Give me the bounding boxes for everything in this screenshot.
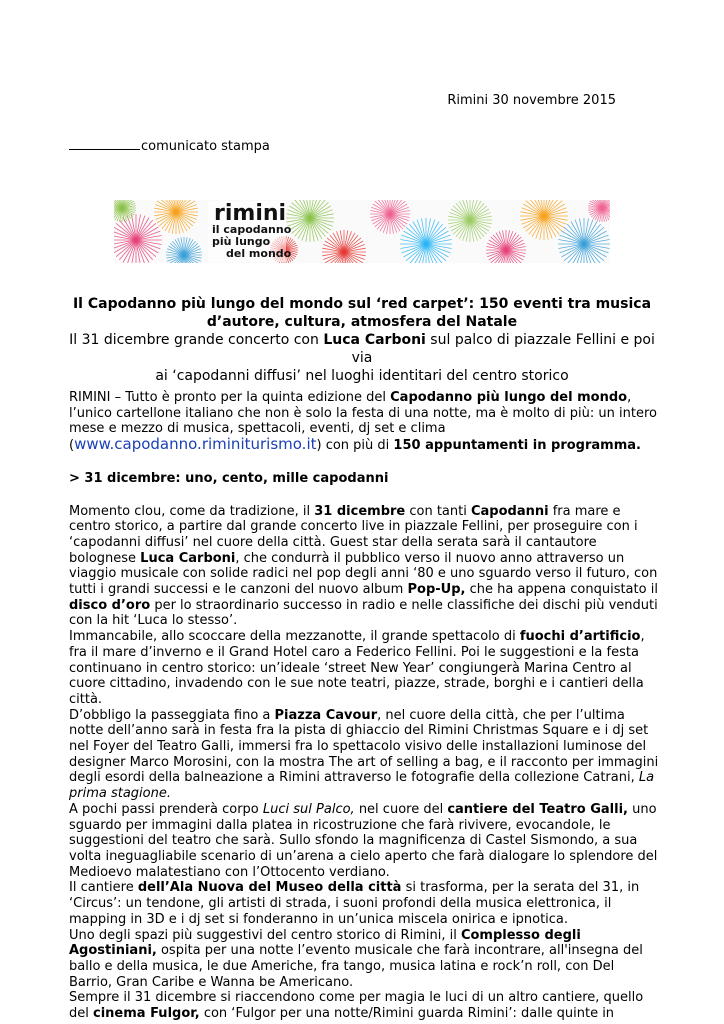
press-date: Rimini 30 novembre 2015: [447, 93, 616, 108]
press-release-label: comunicato stampa: [69, 138, 270, 154]
paragraph-1: Momento clou, come da tradizione, il 31 dicembre con tanti Capodanni fra mare e centro storico, a partire dal grande concerto live in piazzale Fellini, per proseguire con i ‘capodanni diffusi’ nel cuore della città. Guest star della serata sarà il cantautore bolognese Luca Carboni, che condurrà il pubblico verso il nuovo anno attraverso un viaggio musicale con solide radici nel pop degli anni ‘80 e uno sguardo verso il futuro, con tutti i grandi successi e le canzoni del nuovo album Pop-Up, che ha appena conquistato il disco d’oro per lo straordinario successo in radio e nelle classifiche dei dischi più venduti con la hit ‘Luca lo stesso’.: [69, 503, 658, 629]
event-banner: [114, 200, 610, 263]
paragraph-4: A pochi passi prenderà corpo Luci sul Palco, nel cuore del cantiere del Teatro Galli, uno sguardo per immagini dalla platea in ricostruzione che farà rivivere, evocandole, le suggestioni del teatro che sarà. Sullo sfondo la magnificenza di Castel Sismondo, a sua volta ineguagliabile scenario di un’arena a cielo aperto che farà dialogare lo splendore del Medioevo malatestiano con l’Ottocento verdiano.: [69, 801, 658, 880]
headline-title-2: d’autore, cultura, atmosfera del Natale: [206, 314, 518, 330]
headline-title-1: Il Capodanno più lungo del mondo sul ‘red carpet’: 150 eventi tra musica: [72, 296, 652, 312]
paragraph-2: Immancabile, allo scoccare della mezzanotte, il grande spettacolo di fuochi d’artificio, fra il mare d’inverno e il Grand Hotel caro a Federico Fellini. Poi le suggestioni e la festa continuano in centro storico: un’ideale ‘street New Year’ congiungerà Marina Centro al cuore cittadino, invadendo con le sue note teatri, piazze, strade, borghi e i cantieri della città.: [69, 629, 645, 707]
article-body: [69, 390, 659, 1022]
banner-line-1: il capodanno: [212, 223, 292, 236]
paragraph-7: Sempre il 31 dicembre si riaccendono come per magia le luci di un altro cantiere, quello del cinema Fulgor, con ‘Fulgor per una notte/Rimini guarda Rimini’: dalle quinte in: [69, 990, 644, 1022]
banner-line-3: del mondo: [226, 247, 292, 260]
headline-block: [60, 295, 664, 385]
banner-line-2: più lungo: [212, 235, 271, 248]
section-title: > 31 dicembre: uno, cento, mille capodanni: [69, 470, 389, 486]
paragraph-6: Uno degli spazi più suggestivi del centro storico di Rimini, il Complesso degli Agostiniani, ospita per una notte l’evento musicale che farà incontrare, all'insegna del ballo e della musica, le due Americhe, fra tango, musica latina e rock’n roll, con Del Barrio, Gran Caribe e Wanna be Americano.: [69, 927, 643, 990]
banner-title: rimini: [214, 201, 287, 226]
paragraph-5: Il cantiere dell’Ala Nuova del Museo della città si trasforma, per la serata del 31, in ‘Circus’: un tendone, gli artisti di strada, i suoni profondi della musica elettronica, il mapping in 3D e i dj set si fonderanno in un’unica miscela onirica e ipnotica.: [69, 880, 640, 927]
website-link[interactable]: www.capodanno.riminiturismo.it: [74, 435, 317, 454]
paragraph-3: D’obbligo la passeggiata fino a Piazza Cavour, nel cuore della città, che per l’ultima notte dell’anno sarà in festa fra la pista di ghiaccio del Rimini Christmas Square e i dj set nel Foyer del Teatro Galli, immersi fra lo spettacolo visivo delle installazioni luminose del designer Marco Morosini, con la mostra The art of selling a bag, e il racconto per immagini degli esordi della balneazione a Rimini attraverso le fotografie della collezione Catrani, La prima stagione.: [69, 707, 659, 802]
headline-subtitle-2: ai ‘capodanni diffusi’ nel luoghi identitari del centro storico: [155, 368, 569, 384]
underline-blank: [69, 138, 140, 150]
headline-subtitle-1: Il 31 dicembre grande concerto con Luca Carboni sul palco di piazzale Fellini e poi via: [69, 332, 655, 366]
intro-paragraph: RIMINI – Tutto è pronto per la quinta edizione del Capodanno più lungo del mondo, l’unico cartellone italiano che non è solo la festa di una notte, ma è molto di più: un intero mese e mezzo di musica, spettacoli, eventi, dj set e clima (www.capodanno.riminiturismo.it) con più di 150 appuntamenti in programma.: [69, 390, 657, 454]
